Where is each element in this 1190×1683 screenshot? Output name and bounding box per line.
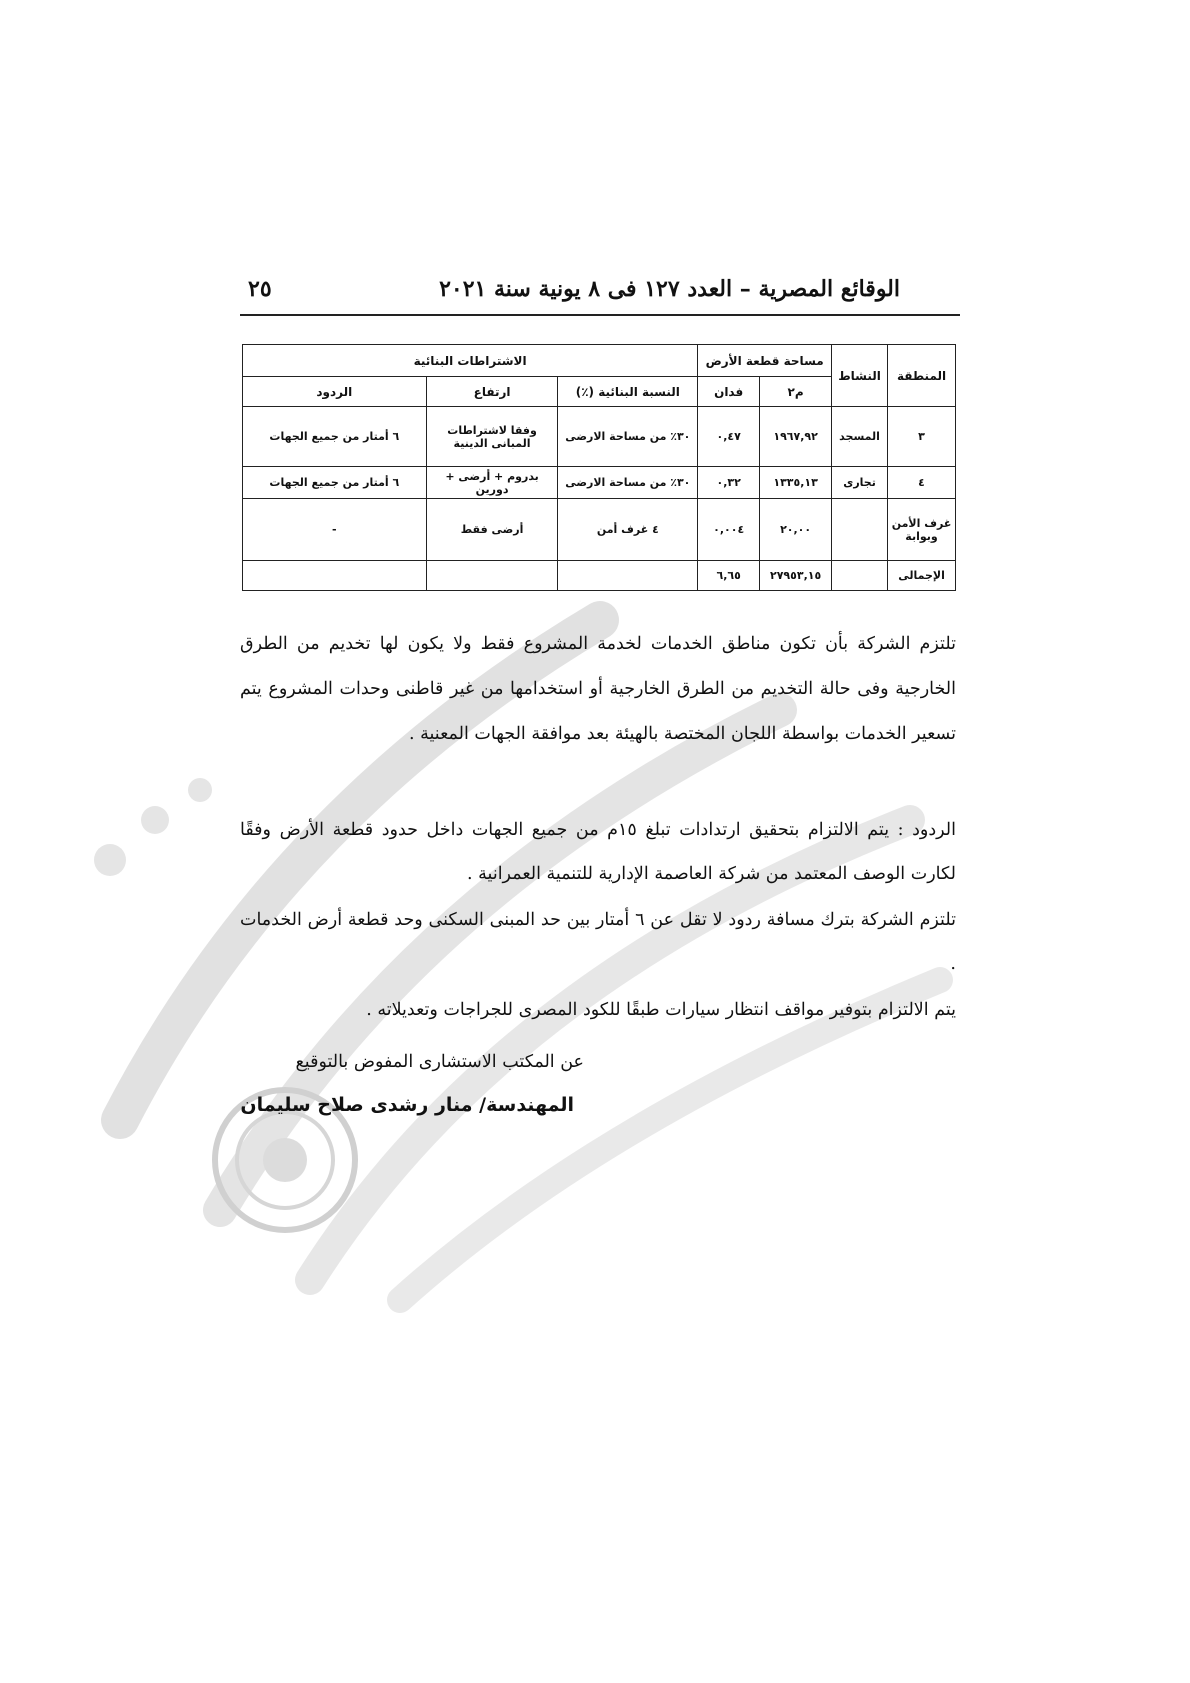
cell-height: وفقا لاشتراطات المبانى الدينية [426, 407, 558, 467]
header-setbacks: الردود [243, 377, 427, 407]
header-area-m2: م٢ [760, 377, 832, 407]
page-header [240, 270, 960, 316]
paragraph-setbacks: الردود : يتم الالتزام بتحقيق ارتدادات تبلغ ١٥م من جميع الجهات داخل حدود قطعة الأرض وفقًا لكارت الوصف المعتمد من شركة العاصمة الإدارية للتنمية العمرانية . [240, 820, 956, 884]
header-area-feddan: فدان [698, 377, 760, 407]
cell-zone: ٣ [888, 407, 956, 467]
header-conditions-group: الاشتراطات البنائية [243, 345, 698, 377]
cell-setbacks: ٦ أمتار من جميع الجهات [243, 407, 427, 467]
header-zone: المنطقة [888, 345, 956, 407]
paragraph-services: تلتزم الشركة بأن تكون مناطق الخدمات لخدمة المشروع فقط ولا يكون لها تخديم من الطرق الخارجية وفى حالة التخديم من الطرق الخارجية أو استخدامها من غير قاطنى وحدات المشروع يتم تسعير الخدمات بواسطة اللجان المختصة بالهيئة بعد موافقة الجهات المعنية . [240, 634, 956, 744]
signature-name: المهندسة/ منار رشدى صلاح سليمان [240, 1094, 574, 1116]
cell-area-m2: ١٣٣٥,١٣ [760, 467, 832, 499]
paragraph-distance: تلتزم الشركة بترك مسافة ردود لا تقل عن ٦ أمتار بين حد المبنى السكنى وحد قطعة أرض الخدمات . [240, 910, 956, 974]
cell-area-feddan: ٠,٣٢ [698, 467, 760, 499]
cell-ratio: ٤ غرف أمن [558, 499, 698, 561]
signature-office: عن المكتب الاستشارى المفوض بالتوقيع [295, 1052, 584, 1072]
cell-total-area-feddan: ٦,٦٥ [698, 561, 760, 591]
header-activity: النشاط [832, 345, 888, 407]
cell-ratio: ٣٠٪ من مساحة الارضى [558, 407, 698, 467]
header-height: ارتفاع [426, 377, 558, 407]
cell-height: بدروم + أرضى + دورين [426, 467, 558, 499]
header-ratio: النسبة البنائية (٪) [558, 377, 698, 407]
page-number: ٢٥ [248, 276, 272, 302]
header-area-group: مساحة قطعة الأرض [698, 345, 832, 377]
paragraph-parking: يتم الالتزام بتوفير مواقف انتظار سيارات طبقًا للكود المصرى للجراجات وتعديلاته . [366, 1000, 956, 1020]
cell-activity: المسجد [832, 407, 888, 467]
cell-ratio: ٣٠٪ من مساحة الارضى [558, 467, 698, 499]
cell-area-feddan: ٠,٠٠٤ [698, 499, 760, 561]
cell-total-label: الإجمالى [888, 561, 956, 591]
cell-empty [832, 561, 888, 591]
cell-zone: غرف الأمن وبوابة [888, 499, 956, 561]
cell-empty [426, 561, 558, 591]
cell-area-m2: ٢٠,٠٠ [760, 499, 832, 561]
table-row [243, 499, 956, 561]
cell-empty [243, 561, 427, 591]
cell-height: أرضى فقط [426, 499, 558, 561]
table-row [243, 407, 956, 467]
table-header-row [243, 345, 956, 377]
cell-zone: ٤ [888, 467, 956, 499]
header-title: الوقائع المصرية – العدد ١٢٧ فى ٨ يونية سنة ٢٠٢١ [439, 276, 900, 302]
cell-area-m2: ١٩٦٧,٩٢ [760, 407, 832, 467]
cell-activity: تجارى [832, 467, 888, 499]
cell-empty [558, 561, 698, 591]
cell-total-area-m2: ٢٧٩٥٣,١٥ [760, 561, 832, 591]
table-row [243, 467, 956, 499]
cell-area-feddan: ٠,٤٧ [698, 407, 760, 467]
cell-setbacks: - [243, 499, 427, 561]
building-conditions-table [242, 344, 956, 591]
table-total-row [243, 561, 956, 591]
cell-activity [832, 499, 888, 561]
cell-setbacks: ٦ أمتار من جميع الجهات [243, 467, 427, 499]
